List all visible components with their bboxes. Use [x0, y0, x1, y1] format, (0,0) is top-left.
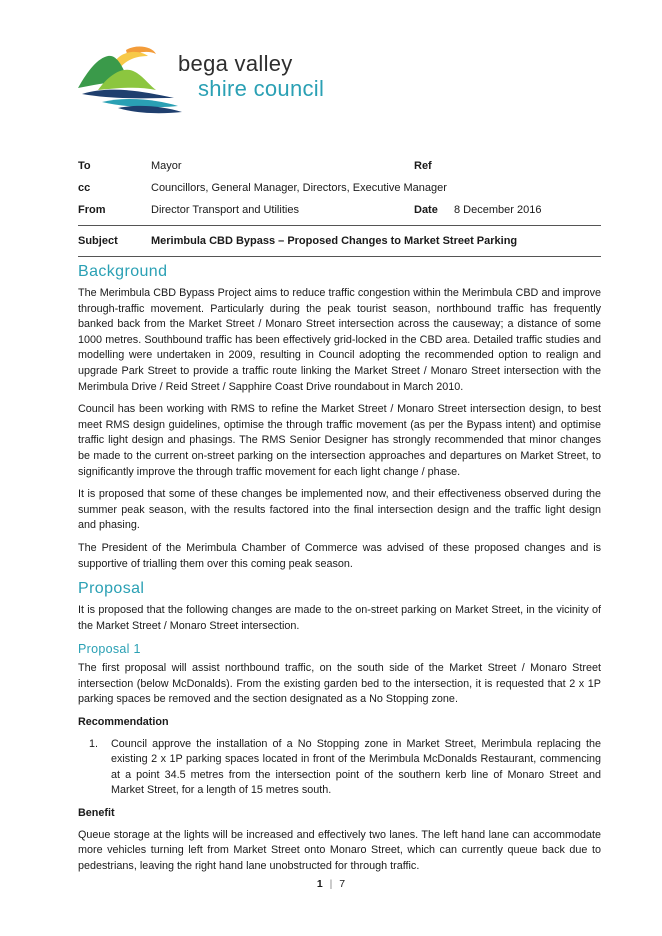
background-paragraph: The President of the Merimbula Chamber of Commerce was advised of these proposed changes and is supportive of trialling them over this coming peak season. [78, 541, 601, 570]
memo-cc-row [78, 177, 601, 199]
page-footer [0, 878, 662, 890]
recommendation-item [78, 737, 601, 799]
logo-text-line1: bega valley [178, 51, 293, 76]
date-value: 8 December 2016 [454, 204, 542, 216]
background-paragraph: It is proposed that some of these changes be implemented now, and their effectiveness observed during the summer peak season, with the results factored into the final intersection design and the traffic light design and phasing. [78, 488, 601, 532]
background-paragraph: Council has been working with RMS to refine the Market Street / Monaro Street intersection design, to best meet RMS design guidelines, optimise the through traffic movement (as per the Bypass intent) and optimise traffic light design and phasings. The RMS Senior Designer has strongly recommended that minor changes be made to the current on-street parking on the intersection approaches and departures on Market Street, to significantly improve the through traffic movement for each light change / phase. [78, 403, 601, 478]
proposal-paragraph: It is proposed that the following changes are made to the on-street parking on Market Street, in the vicinity of the Market Street / Monaro Street intersection. [78, 604, 601, 632]
proposal-heading: Proposal [78, 580, 145, 598]
ref-label: Ref [414, 160, 432, 172]
memo-from-row [78, 199, 601, 221]
recommendation-number: 1. [89, 737, 99, 750]
to-label: To [78, 160, 91, 172]
subject-label: Subject [78, 235, 118, 247]
benefit-label: Benefit [78, 807, 115, 820]
memo-body [78, 262, 601, 881]
proposal-1-heading: Proposal 1 [78, 642, 141, 657]
divider [78, 225, 601, 226]
page-separator: | [329, 878, 333, 890]
logo-text-line2: shire council [198, 76, 325, 101]
background-heading: Background [78, 263, 168, 280]
proposal-paragraph: The first proposal will assist northbound traffic, on the south side of the Market Street / Monaro Street intersection (below McDonalds). From the existing garden bed to the intersection, it is requested that 2 x 1P parking spaces be removed and the section designated as a No Stopping zone. [78, 662, 601, 706]
page-total: 7 [339, 878, 346, 890]
from-value: Director Transport and Utilities [151, 204, 299, 216]
to-value: Mayor [151, 160, 182, 172]
cc-label: cc [78, 182, 91, 194]
page-number: 1 [316, 878, 323, 890]
from-label: From [78, 204, 106, 216]
logo-hills-graphic [78, 40, 188, 130]
memo-to-row [78, 155, 601, 177]
subject-value: Merimbula CBD Bypass – Proposed Changes to Market Street Parking [151, 235, 518, 247]
divider [78, 256, 601, 257]
date-label: Date [414, 204, 438, 216]
memo-header [78, 155, 601, 261]
recommendation-label: Recommendation [78, 716, 169, 729]
memo-subject-row [78, 230, 601, 252]
background-paragraph: The Merimbula CBD Bypass Project aims to reduce traffic congestion within the Merimbula CBD and improve through-traffic movement. Particularly during the peak tourist season, northbound traffic has frequently banked back from the Market Street / Monaro Street intersection across the causeway; a distance of some 1000 metres. Southbound traffic has been effectively grid-locked in the CBD area. Detailed traffic studies and modelling were undertaken in 2009, resulting in Council adopting the recommended option to realign and upgrade Park Street to provide a traffic route linking the Market Street / Monaro Street intersection with the Merimbula Drive / Reid Street / Sapphire Coast Drive roundabout in March 2010. [78, 287, 601, 393]
cc-value: Councillors, General Manager, Directors, Executive Manager [151, 182, 447, 194]
recommendation-text: Council approve the installation of a No Stopping zone in Market Street, Merimbula replacing the existing 2 x 1P parking spaces located in front of the Merimbula McDonalds Restaurant, commencing at a point 34.5 metres from the intersection point of the southern kerb line of Monaro Street and Market Street, for a length of 15 metres south. [111, 737, 601, 797]
benefit-paragraph: Queue storage at the lights will be increased and effectively two lanes. The left hand lane can accommodate more vehicles turning left from Market Street onto Monaro Street, which can currently queue back due to pedestrians, leaving the right hand lane unobstructed for through traffic. [78, 828, 601, 872]
council-logo [78, 40, 338, 130]
